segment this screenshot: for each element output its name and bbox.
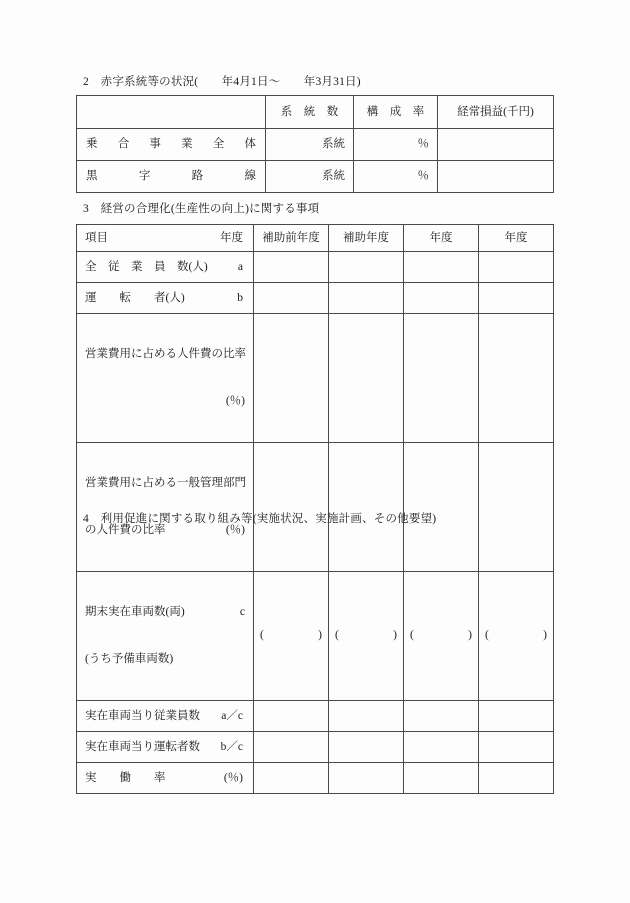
row-label-text: 実 働 率	[85, 772, 166, 785]
row-label-text: の人件費の比率	[85, 523, 166, 536]
paren-close: )	[543, 629, 547, 642]
cell-employees-per-vehicle-3[interactable]	[479, 701, 554, 732]
table-row	[77, 732, 554, 763]
row-label-vehicles-at-period-end	[77, 572, 254, 701]
cell-labor-cost-ratio-1[interactable]	[329, 314, 404, 443]
row-symbol-line	[85, 394, 245, 410]
row-label-profitable-route	[77, 161, 266, 193]
cell-admin-labor-cost-ratio-2[interactable]	[404, 443, 479, 572]
header-year-label: 年度	[504, 231, 528, 244]
label-char: 体	[244, 138, 256, 151]
header-year-label: 補助年度	[343, 231, 389, 244]
header-cell-route-count	[266, 96, 354, 129]
row-label-line-1	[85, 605, 245, 621]
table-header-row	[77, 225, 554, 252]
row-label-drivers-per-vehicle	[77, 732, 254, 763]
row-label-text: 営業費用に占める一般管理部門	[85, 477, 246, 490]
row-symbol: (％)	[223, 772, 243, 785]
table-row	[77, 443, 554, 572]
row-label-text: (うち予備車両数)	[85, 652, 174, 665]
cell-drivers-1[interactable]	[329, 283, 404, 314]
composition-rate-unit: ％	[417, 170, 429, 183]
header-cell-year-3	[404, 225, 479, 252]
cell-admin-labor-cost-ratio-0[interactable]	[254, 443, 329, 572]
cell-admin-labor-cost-ratio-1[interactable]	[329, 443, 404, 572]
label-char: 業	[181, 138, 193, 151]
paren-open: (	[410, 629, 414, 642]
row-label-total-employees	[77, 252, 254, 283]
paren-open: (	[485, 629, 489, 642]
spare-vehicle-input-3	[479, 628, 553, 644]
cell-drivers-0[interactable]	[254, 283, 329, 314]
cell-total-employees-0[interactable]	[254, 252, 329, 283]
table-row	[77, 283, 554, 314]
label-char: 路	[191, 170, 204, 183]
row-label-text: 全 従 業 員 数(人)	[85, 260, 208, 273]
cell-drivers-per-vehicle-0[interactable]	[254, 732, 329, 763]
row-label-text: 営業費用に占める人件費の比率	[85, 348, 246, 361]
header-item-label: 項目	[85, 231, 108, 244]
header-cell-subsidy-year	[329, 225, 404, 252]
cell-route-count-profitable[interactable]	[266, 161, 354, 193]
cell-route-count-bus-total[interactable]	[266, 129, 354, 161]
table-row	[77, 252, 554, 283]
cell-employees-per-vehicle-0[interactable]	[254, 701, 329, 732]
header-year-label: 補助前年度	[262, 231, 320, 244]
table-row	[77, 314, 554, 443]
route-count-unit: 系統	[322, 170, 345, 183]
section-4-heading: 4 利用促進に関する取り組み等(実施状況、実施計画、その他要望)	[83, 513, 437, 525]
row-label-employees-per-vehicle	[77, 701, 254, 732]
row-label-text: 期末実在車両数(両)	[85, 606, 185, 619]
route-count-unit: 系統	[322, 138, 345, 151]
row-label-text: 実在車両当り運転者数	[85, 741, 200, 754]
cell-vehicles-2[interactable]	[404, 572, 479, 701]
table-header-row	[77, 96, 554, 129]
header-cell-ordinary-profit	[438, 96, 554, 129]
composition-rate-unit: ％	[417, 138, 429, 151]
cell-labor-cost-ratio-2[interactable]	[404, 314, 479, 443]
cell-ordinary-profit-bus-total[interactable]	[438, 129, 554, 161]
cell-total-employees-3[interactable]	[479, 252, 554, 283]
cell-vehicles-0[interactable]	[254, 572, 329, 701]
header-year-label: 年度	[429, 231, 453, 244]
vehicles-label-group	[77, 572, 253, 700]
label-char: 字	[138, 170, 151, 183]
admin-labor-cost-ratio-label-group	[77, 443, 253, 571]
operating-rate-label-group	[77, 771, 253, 785]
row-label-text: 運 転 者(人)	[85, 291, 185, 304]
header-cell-item	[77, 225, 254, 252]
paren-open: (	[260, 629, 264, 642]
table-row	[77, 701, 554, 732]
header-cell-year-4	[479, 225, 554, 252]
cell-drivers-per-vehicle-2[interactable]	[404, 732, 479, 763]
cell-drivers-per-vehicle-1[interactable]	[329, 732, 404, 763]
header-cell-composition-rate	[354, 96, 438, 129]
bus-business-total-label	[77, 137, 265, 151]
cell-composition-rate-bus-total[interactable]	[354, 129, 438, 161]
cell-total-employees-1[interactable]	[329, 252, 404, 283]
row-symbol: (％)	[225, 394, 245, 407]
cell-employees-per-vehicle-2[interactable]	[404, 701, 479, 732]
cell-drivers-3[interactable]	[479, 283, 554, 314]
header-cell-blank	[77, 96, 266, 129]
section-2-heading: 2 赤字系統等の状況( 年4月1日～ 年3月31日)	[83, 76, 361, 88]
table-row	[77, 129, 554, 161]
paren-open: (	[335, 629, 339, 642]
header-ordinary-profit-label: 経常損益(千円)	[457, 105, 534, 118]
profitable-route-label	[77, 169, 265, 183]
header-item-year-label: 年度	[220, 231, 243, 244]
spare-vehicle-input-1	[329, 628, 403, 644]
paren-close: )	[393, 629, 397, 642]
spare-vehicle-input-2	[404, 628, 478, 644]
header-item-label-group	[77, 231, 253, 245]
row-label-operating-rate	[77, 763, 254, 794]
row-symbol: (％)	[225, 523, 245, 536]
cell-operating-rate-0[interactable]	[254, 763, 329, 794]
header-composition-rate-label: 構 成 率	[366, 105, 425, 118]
management-rationalization-table	[76, 224, 554, 794]
row-label-labor-cost-ratio	[77, 314, 254, 443]
label-char: 合	[117, 138, 130, 151]
cell-ordinary-profit-profitable[interactable]	[438, 161, 554, 193]
cell-drivers-2[interactable]	[404, 283, 479, 314]
row-symbol: c	[239, 606, 245, 619]
row-label-text: 実在車両当り従業員数	[85, 710, 200, 723]
label-char: 黒	[86, 170, 98, 183]
total-employees-label-group	[77, 260, 253, 274]
cell-operating-rate-1[interactable]	[329, 763, 404, 794]
table-row	[77, 572, 554, 701]
cell-drivers-per-vehicle-3[interactable]	[479, 732, 554, 763]
row-symbol: a	[237, 260, 243, 273]
cell-vehicles-3[interactable]	[479, 572, 554, 701]
cell-labor-cost-ratio-3[interactable]	[479, 314, 554, 443]
cell-operating-rate-2[interactable]	[404, 763, 479, 794]
row-label-bus-business-total	[77, 129, 266, 161]
row-label-admin-labor-cost-ratio	[77, 443, 254, 572]
paren-close: )	[468, 629, 472, 642]
drivers-label-group	[77, 291, 253, 305]
spare-vehicle-input-0	[254, 628, 328, 644]
row-symbol: b	[237, 291, 243, 304]
cell-composition-rate-profitable[interactable]	[354, 161, 438, 193]
table-row	[77, 763, 554, 794]
label-char: 乗	[86, 138, 98, 151]
row-symbol: b／c	[220, 741, 243, 754]
cell-vehicles-1[interactable]	[329, 572, 404, 701]
drivers-per-vehicle-label-group	[77, 740, 253, 754]
table-row	[77, 161, 554, 193]
header-route-count-label: 系 統 数	[280, 105, 339, 118]
labor-cost-ratio-label-group	[77, 314, 253, 442]
cell-admin-labor-cost-ratio-3[interactable]	[479, 443, 554, 572]
header-cell-year-before-subsidy	[254, 225, 329, 252]
paren-close: )	[318, 629, 322, 642]
row-symbol: a／c	[221, 710, 243, 723]
label-char: 線	[244, 170, 256, 183]
section-3-heading: 3 経営の合理化(生産性の向上)に関する事項	[83, 203, 320, 215]
label-char: 事	[149, 138, 161, 151]
cell-total-employees-2[interactable]	[404, 252, 479, 283]
deficit-route-status-table	[76, 95, 554, 193]
employees-per-vehicle-label-group	[77, 709, 253, 723]
cell-employees-per-vehicle-1[interactable]	[329, 701, 404, 732]
cell-labor-cost-ratio-0[interactable]	[254, 314, 329, 443]
row-label-drivers	[77, 283, 254, 314]
cell-operating-rate-3[interactable]	[479, 763, 554, 794]
label-char: 全	[212, 138, 225, 151]
